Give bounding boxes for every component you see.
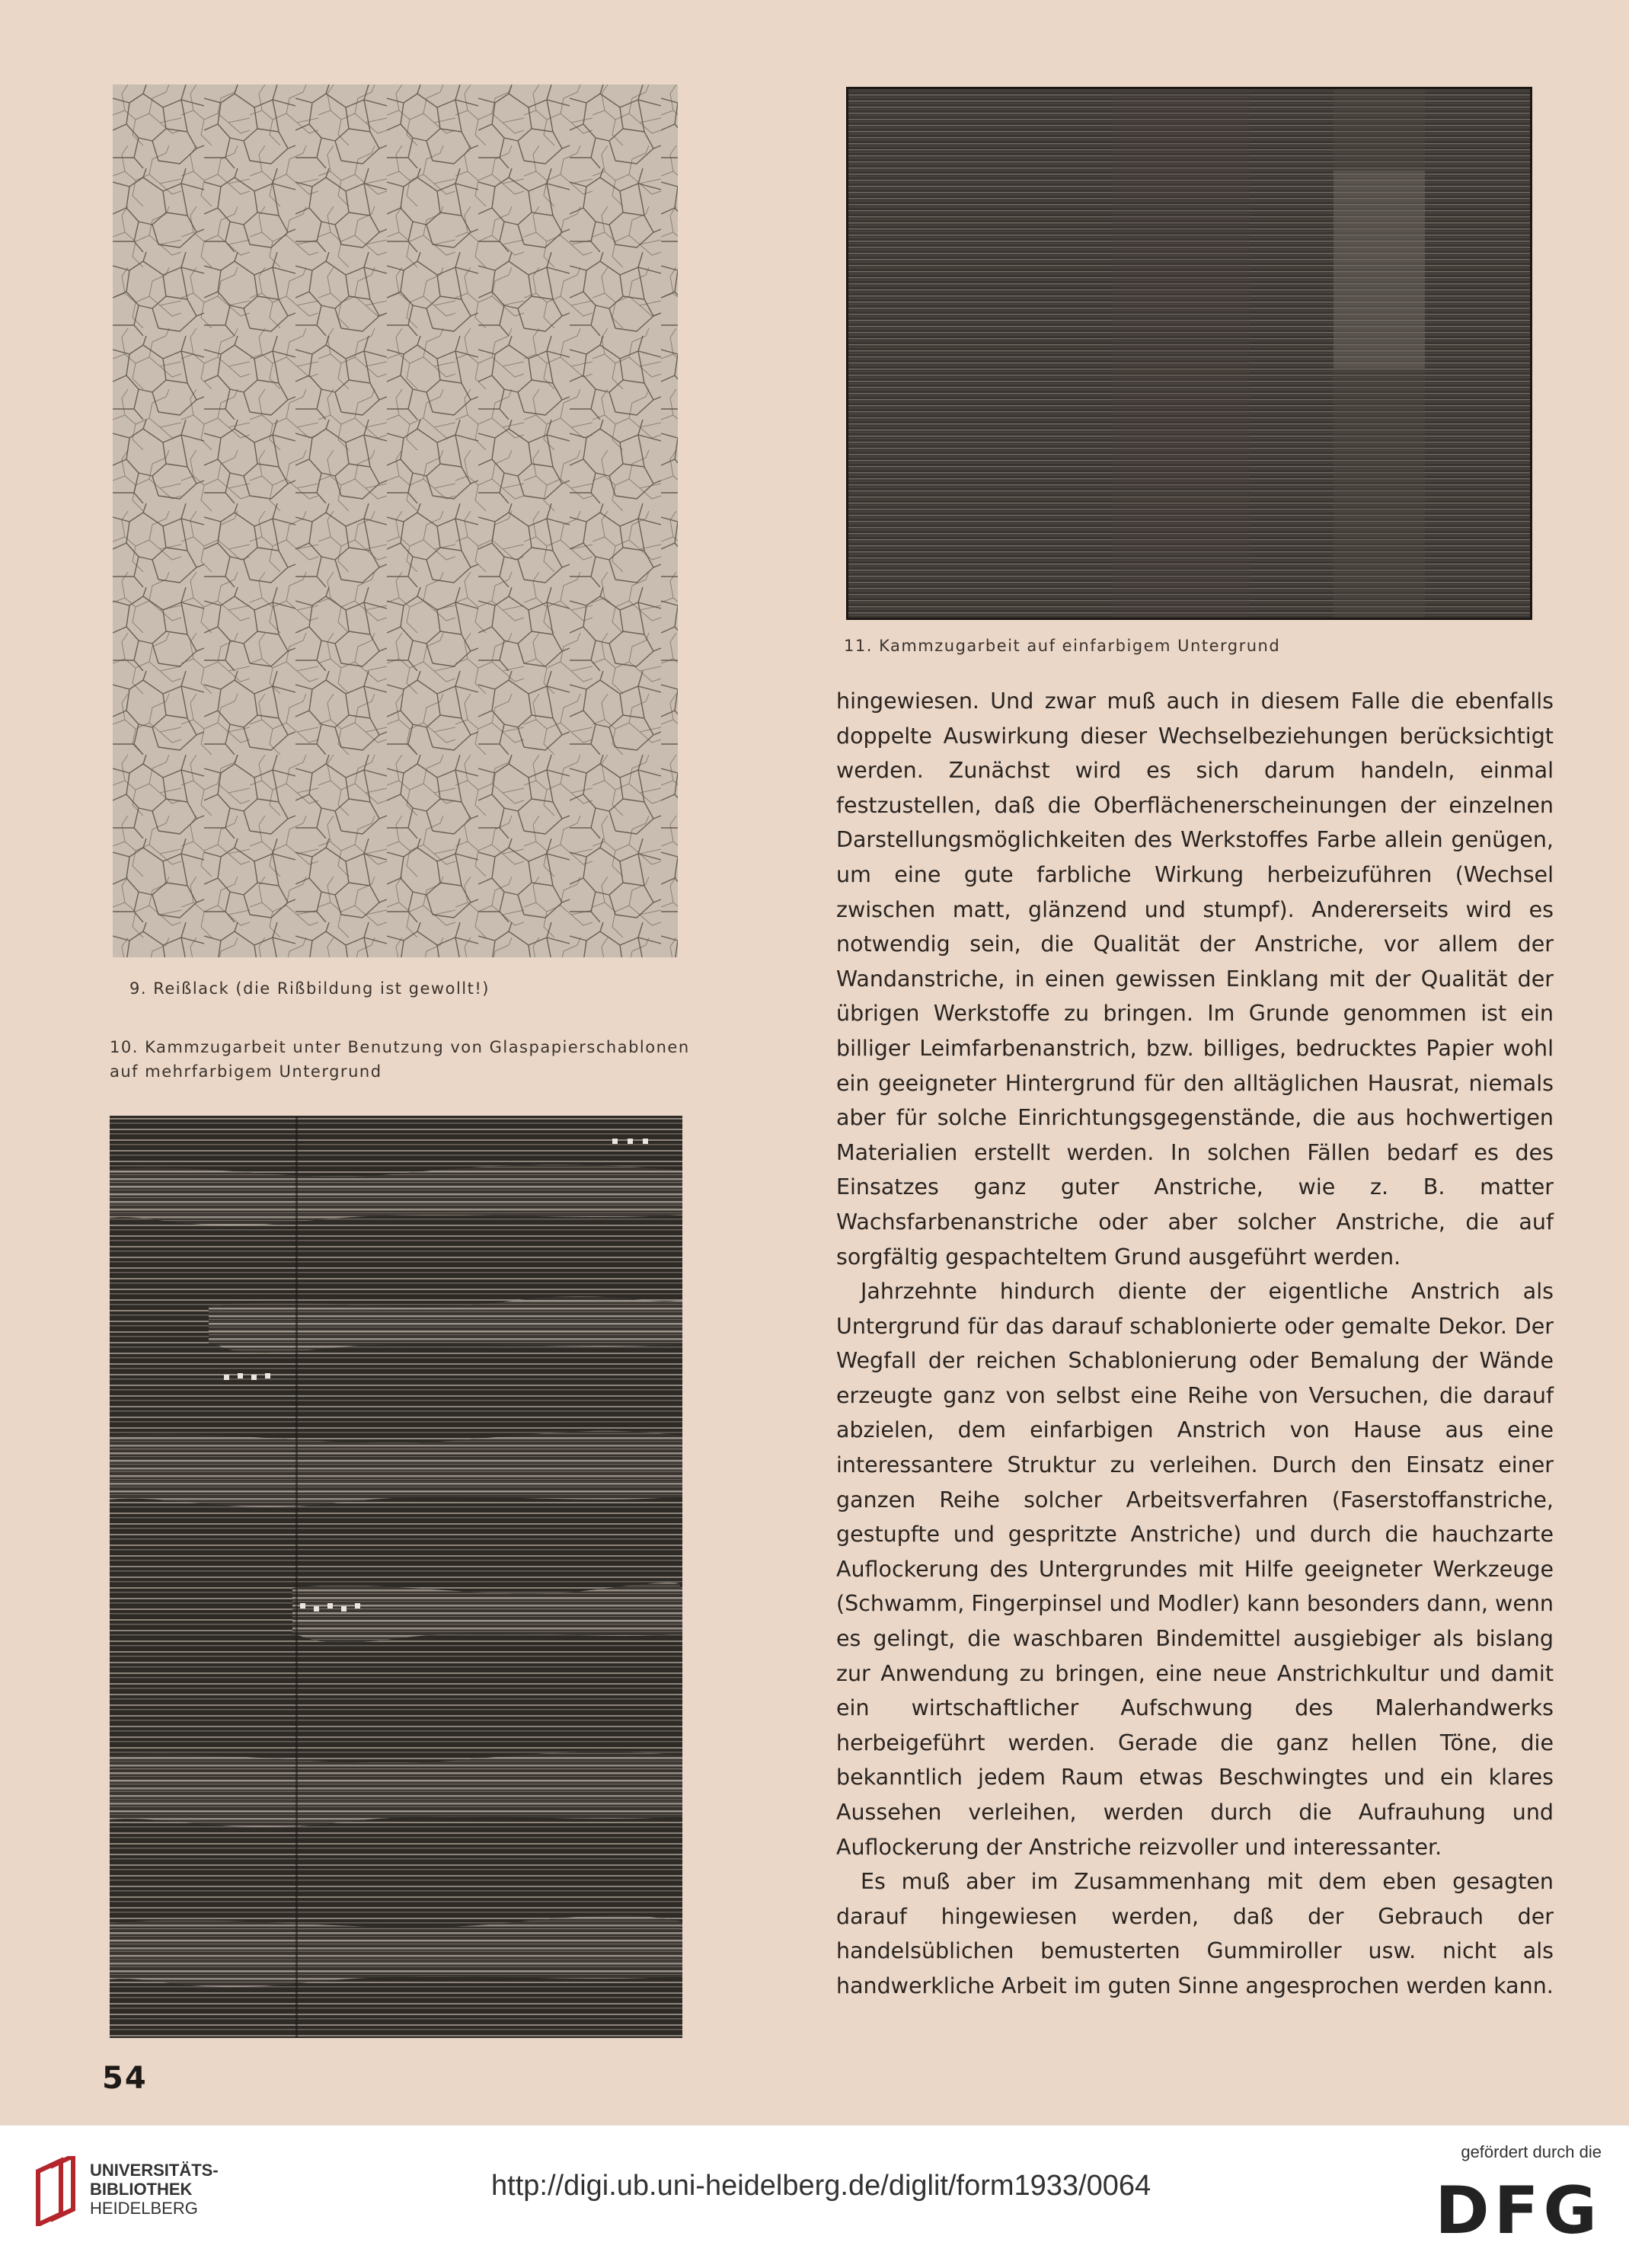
figure-10-caption-line1: 10. Kammzugarbeit unter Benutzung von Glaspapierschablonen — [110, 1038, 690, 1056]
library-name-line2: BIBLIOTHEK — [90, 2180, 193, 2199]
page-number: 54 — [102, 2061, 148, 2096]
figure-9-crackle-photo — [113, 85, 678, 957]
figure-10-comb-photo — [110, 1116, 682, 2038]
digitization-footer — [0, 2125, 1629, 2268]
library-name-line3: HEIDELBERG — [90, 2199, 198, 2218]
dfg-logo: DFG — [1435, 2173, 1602, 2249]
figure-11-comb-photo — [846, 87, 1532, 620]
funding-note: gefördert durch die — [1461, 2142, 1602, 2161]
source-url-link[interactable]: http://digi.ub.uni-heidelberg.de/diglit/form1933/0064 — [491, 2170, 1151, 2202]
figure-9-caption: 9. Reißlack (die Rißbildung ist gewollt!) — [129, 979, 490, 998]
figure-10-caption-line2: auf mehrfarbigem Untergrund — [110, 1062, 382, 1081]
article-body — [836, 684, 1554, 2004]
body-paragraph-1: hingewiesen. Und zwar muß auch in diesem Falle die ebenfalls doppelte Auswirkung dieser Wechselbeziehungen berücksichtigt werden. Zunächst wird es sich darum handeln, einmal festzustellen, daß die Oberflächenerscheinungen der einzelnen Darstellungsmöglichkeiten des Werkstoffes Farbe allein genügen, um eine gute farbliche Wirkung herbeizuführen (Wechsel zwischen matt, glänzend und stumpf). Andererseits wird es notwendig sein, die Qualität der Anstriche, vor allem der Wandanstriche, in einen gewissen Einklang mit der Qualität der übrigen Werkstoffe zu bringen. Im Grunde genommen ist ein billiger Leimfarbenanstrich, bzw. billiges, bedrucktes Papier wohl ein geeigneter Hintergrund für den alltäglichen Hausrat, niemals aber für solche Einrichtungsgegenstände, die aus hochwertigen Materialien erstellt werden. In solchen Fällen bedarf es des Einsatzes ganz guter Anstriche, wie z. B. matter Wachsfarbenanstriche oder aber solcher Anstriche, die auf sorgfältig gespachteltem Grund ausgeführt werden. — [836, 688, 1554, 1270]
body-paragraph-3: Es muß aber im Zusammenhang mit dem eben gesagten darauf hingewiesen werden, daß der Gebrauch der handelsüblichen bemusterten Gummiroller usw. nicht als handwerkliche Arbeit im guten Sinne angesprochen werden kann. — [836, 1869, 1554, 1998]
library-name-line1: UNIVERSITÄTS- — [90, 2161, 219, 2180]
library-name — [90, 2161, 219, 2218]
library-logo-icon — [30, 2156, 82, 2226]
figure-11-caption: 11. Kammzugarbeit auf einfarbigem Untergrund — [844, 637, 1281, 655]
body-paragraph-2: Jahrzehnte hindurch diente der eigentliche Anstrich als Untergrund für das darauf schablonierte oder gemalte Dekor. Der Wegfall der reichen Schablonierung oder Bemalung der Wände erzeugte ganz von selbst eine Reihe von Versuchen, die darauf abzielen, dem einfarbigen Anstrich von Hause aus eine interessantere Struktur zu verleihen. Durch den Einsatz einer ganzen Reihe solcher Arbeitsverfahren (Faserstoffanstriche, gestupfte und gespritzte Anstriche) und durch die hauchzarte Auflockerung des Untergrundes mit Hilfe geeigneter Werkzeuge (Schwamm, Fingerpinsel und Modler) kann besonders dann, wenn es gelingt, die waschbaren Bindemittel ausgiebiger als bislang zur Anwendung zu bringen, eine neue Anstrichkultur und damit ein wirtschaftlicher Aufschwung des Malerhandwerks herbeigeführt werden. Gerade die ganz hellen Töne, die bekanntlich jedem Raum etwas Beschwingtes und ein klares Aussehen verleihen, werden durch die Aufrauhung und Auflockerung der Anstriche reizvoller und interessanter. — [836, 1279, 1554, 1860]
